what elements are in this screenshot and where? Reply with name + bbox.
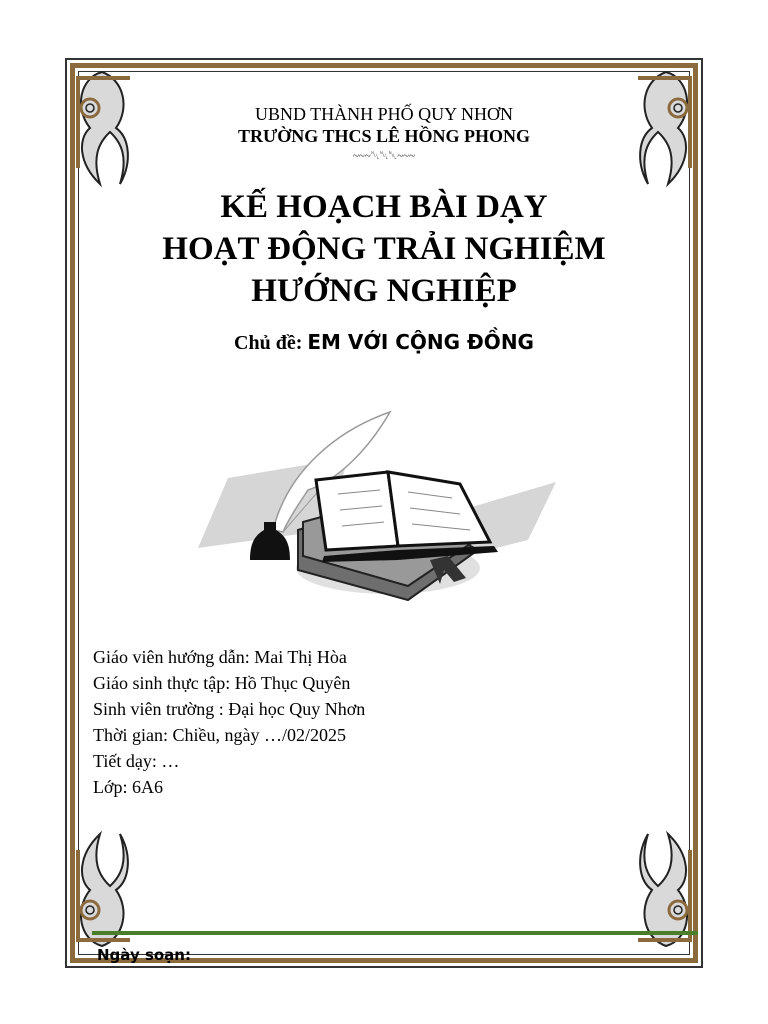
info-class: Lớp: 6A6: [93, 777, 164, 797]
topic-line: [0, 330, 768, 355]
divider-line: [92, 931, 698, 935]
info-trainee: Giáo sinh thực tập: Hồ Thục Quyên: [93, 673, 351, 693]
info-time: Thời gian: Chiều, ngày …/02/2025: [93, 725, 346, 745]
title-line-1: KẾ HOẠCH BÀI DẠY: [220, 189, 548, 225]
header-ornament: ~~~␀␀␀~~~: [352, 150, 416, 162]
info-teacher: Giáo viên hướng dẫn: Mai Thị Hòa: [93, 647, 347, 667]
book-quill-illustration-icon: [198, 410, 560, 610]
lesson-info: [93, 644, 365, 800]
info-university: Sinh viên trường : Đại học Quy Nhơn: [93, 699, 366, 719]
title-line-3: HƯỚNG NGHIỆP: [251, 273, 517, 309]
topic-label: Chủ đề:: [234, 332, 303, 354]
info-period: Tiết dạy: …: [93, 751, 180, 771]
title-line-2: HOẠT ĐỘNG TRẢI NGHIỆM: [162, 231, 606, 267]
header-school: TRƯỜNG THCS LÊ HỒNG PHONG: [237, 126, 531, 146]
topic-value: EM VỚI CỘNG ĐỒNG: [307, 330, 534, 354]
date-label: Ngày soạn:: [97, 946, 191, 964]
page-title: [0, 186, 768, 312]
header-authority: UBND THÀNH PHỐ QUY NHƠN: [254, 104, 513, 124]
